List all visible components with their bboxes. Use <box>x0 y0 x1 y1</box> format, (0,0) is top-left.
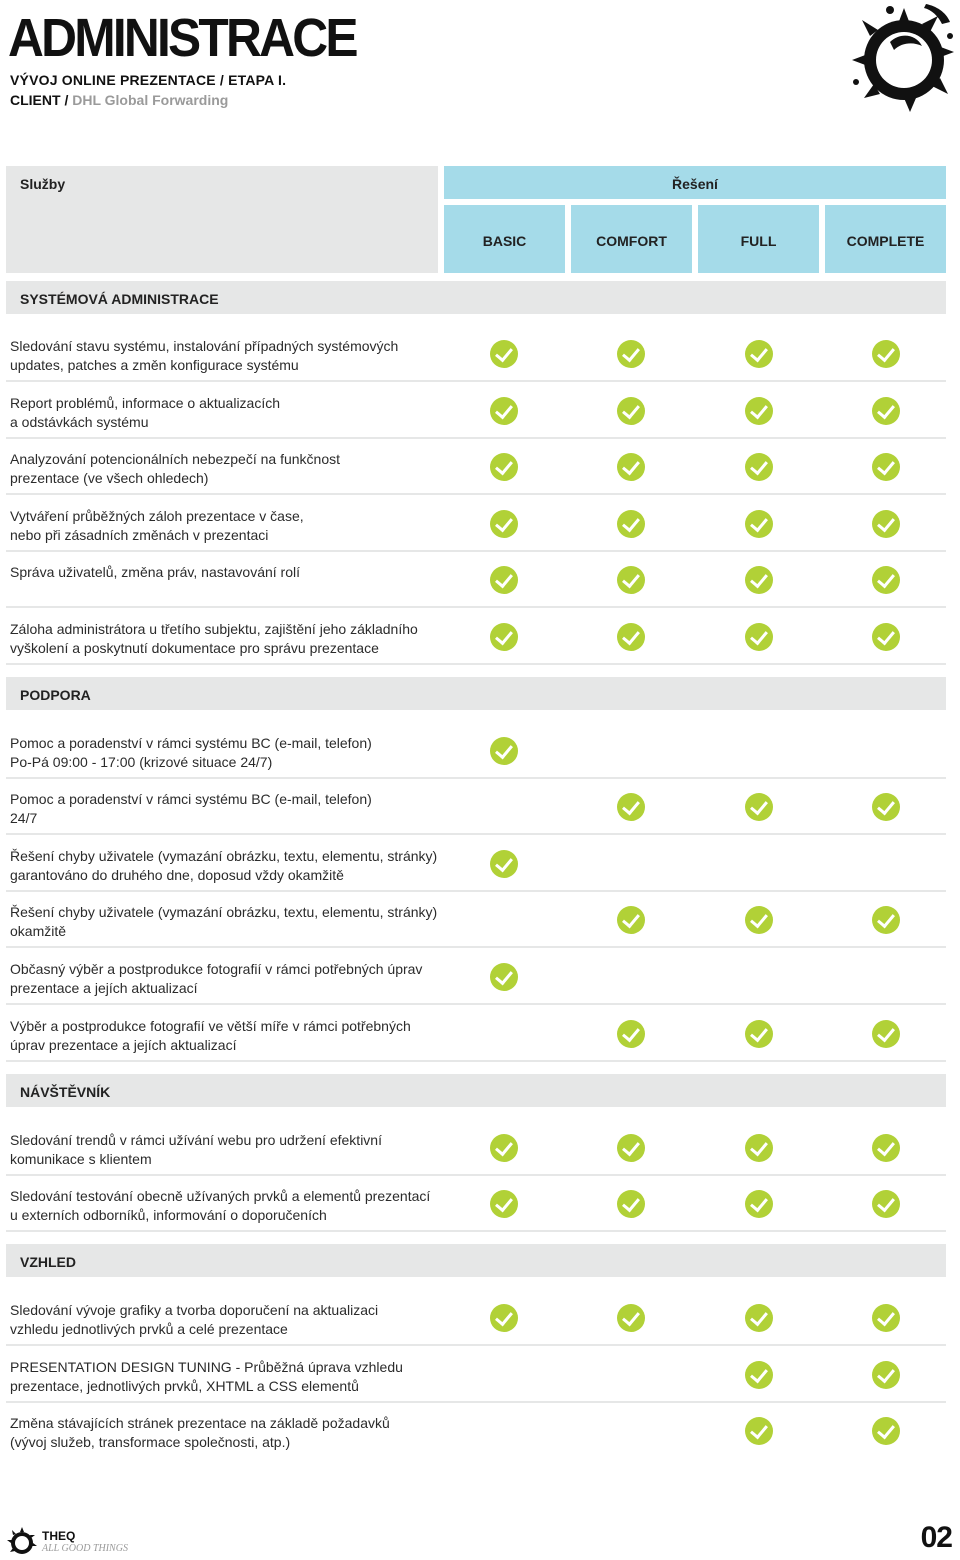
section-appearance <box>6 1244 946 1277</box>
services-header-label: Služby <box>20 176 66 192</box>
check-icon-complete <box>872 340 900 368</box>
check-icon-basic <box>490 566 518 594</box>
check-icon-full <box>745 793 773 821</box>
footer-logo-icon <box>6 1526 38 1558</box>
tier-complete-header: COMPLETE <box>825 205 946 273</box>
check-icon-full <box>745 397 773 425</box>
client-value: DHL Global Forwarding <box>72 92 229 108</box>
check-icon-complete <box>872 566 900 594</box>
check-icon-comfort <box>617 510 645 538</box>
table-row <box>6 439 946 495</box>
check-icon-complete <box>872 1361 900 1389</box>
check-icon-basic <box>490 1134 518 1162</box>
table-row <box>6 1176 946 1232</box>
check-icon-full <box>745 1134 773 1162</box>
row-description: Sledování trendů v rámci užívání webu pro udržení efektivní komunikace s klientem <box>10 1132 382 1167</box>
table-row <box>6 723 946 779</box>
check-icon-comfort <box>617 1134 645 1162</box>
check-icon-comfort <box>617 906 645 934</box>
row-description: Sledování testování obecně užívaných prvků a elementů prezentací u externích odborníků, informování o doporučeních <box>10 1188 431 1223</box>
row-description: Občasný výběr a postprodukce fotografií v rámci potřebných úprav prezentace a jejích aktualizací <box>10 961 423 996</box>
tier-full-header: FULL <box>698 205 819 273</box>
row-description: Pomoc a poradenství v rámci systému BC (e-mail, telefon) Po-Pá 09:00 - 17:00 (krizové situace 24/7) <box>10 735 372 770</box>
table-row <box>6 1006 946 1062</box>
table-row <box>6 326 946 382</box>
check-icon-full <box>745 906 773 934</box>
row-description: Sledování vývoje grafiky a tvorba doporučení na aktualizaci vzhledu jednotlivých prvků a celé prezentace <box>10 1302 379 1337</box>
check-icon-comfort <box>617 1304 645 1332</box>
check-icon-basic <box>490 1190 518 1218</box>
table-row <box>6 1347 946 1403</box>
tier-basic-header: BASIC <box>444 205 565 273</box>
project-subtitle: VÝVOJ ONLINE PREZENTACE / ETAPA I. <box>10 72 287 88</box>
client-line <box>10 92 228 108</box>
table-row <box>6 552 946 608</box>
tier-comfort-header: COMFORT <box>571 205 692 273</box>
row-description: Sledování stavu systému, instalování případných systémových updates, patches a změn konfigurace systému <box>10 338 399 373</box>
section-title: NÁVŠTĚVNÍK <box>20 1084 111 1100</box>
services-column-header <box>6 166 438 273</box>
check-icon-complete <box>872 510 900 538</box>
check-icon-comfort <box>617 566 645 594</box>
check-icon-full <box>745 623 773 651</box>
check-icon-full <box>745 453 773 481</box>
check-icon-basic <box>490 340 518 368</box>
check-icon-basic <box>490 623 518 651</box>
check-icon-complete <box>872 793 900 821</box>
check-icon-basic <box>490 1304 518 1332</box>
check-icon-comfort <box>617 340 645 368</box>
page-number: 02 <box>920 1521 952 1554</box>
check-icon-full <box>745 1190 773 1218</box>
table-row <box>6 836 946 892</box>
section-system-admin <box>6 281 946 314</box>
row-description: Změna stávajících stránek prezentace na základě požadavků (vývoj služeb, transformace společnosti, atp.) <box>10 1415 390 1450</box>
check-icon-comfort <box>617 1020 645 1048</box>
check-icon-complete <box>872 453 900 481</box>
row-description: Report problémů, informace o aktualizacích a odstávkách systému <box>10 395 281 430</box>
check-icon-complete <box>872 1134 900 1162</box>
check-icon-comfort <box>617 623 645 651</box>
row-description: Analyzování potencionálních nebezpečí na funkčnost prezentace (ve všech ohledech) <box>10 451 341 486</box>
row-description: Správa uživatelů, změna práv, nastavování rolí <box>10 564 301 580</box>
check-icon-comfort <box>617 793 645 821</box>
section-support <box>6 677 946 710</box>
check-icon-complete <box>872 623 900 651</box>
check-icon-full <box>745 1361 773 1389</box>
table-row <box>6 1403 946 1459</box>
check-icon-complete <box>872 906 900 934</box>
section-title: VZHLED <box>20 1254 76 1270</box>
check-icon-comfort <box>617 453 645 481</box>
check-icon-full <box>745 1304 773 1332</box>
check-icon-basic <box>490 850 518 878</box>
table-row <box>6 383 946 439</box>
page-title: ADMINISTRACE <box>8 8 356 68</box>
row-description: Řešení chyby uživatele (vymazání obrázku, textu, elementu, stránky) okamžitě <box>10 904 438 939</box>
section-visitor <box>6 1074 946 1107</box>
footer-brand: THEQ <box>42 1529 76 1543</box>
check-icon-full <box>745 340 773 368</box>
section-title: PODPORA <box>20 687 91 703</box>
row-description: Řešení chyby uživatele (vymazání obrázku, textu, elementu, stránky) garantováno do druhého dne, doposud vždy okamžitě <box>10 848 438 883</box>
row-description: Výběr a postprodukce fotografií ve větší míře v rámci potřebných úprav prezentace a jejích aktualizací <box>10 1018 411 1053</box>
footer-tagline: ALL GOOD THINGS <box>42 1543 128 1554</box>
check-icon-full <box>745 1020 773 1048</box>
row-description: PRESENTATION DESIGN TUNING - Průběžná úprava vzhledu prezentace, jednotlivých prvků, XHTML a CSS elementů <box>10 1359 403 1394</box>
check-icon-basic <box>490 963 518 991</box>
check-icon-comfort <box>617 1190 645 1218</box>
table-row <box>6 892 946 948</box>
check-icon-complete <box>872 1304 900 1332</box>
row-description: Záloha administrátora u třetího subjektu, zajištění jeho základního vyškolení a poskytnutí dokumentace pro správu prezentace <box>10 621 418 656</box>
row-description: Vytváření průběžných záloh prezentace v čase, nebo při zásadních změnách v prezentaci <box>10 508 304 543</box>
table-row <box>6 779 946 835</box>
solution-header: Řešení <box>444 166 946 199</box>
check-icon-full <box>745 510 773 538</box>
check-icon-complete <box>872 1417 900 1445</box>
section-title: SYSTÉMOVÁ ADMINISTRACE <box>20 291 219 307</box>
table-row <box>6 496 946 552</box>
sun-splash-logo-icon <box>850 2 958 114</box>
check-icon-basic <box>490 737 518 765</box>
check-icon-basic <box>490 453 518 481</box>
row-description: Pomoc a poradenství v rámci systému BC (e-mail, telefon) 24/7 <box>10 791 372 826</box>
table-row <box>6 1290 946 1346</box>
check-icon-complete <box>872 1020 900 1048</box>
table-row <box>6 949 946 1005</box>
client-label: CLIENT / <box>10 92 69 108</box>
table-row <box>6 609 946 665</box>
table-row <box>6 1120 946 1176</box>
check-icon-full <box>745 1417 773 1445</box>
check-icon-complete <box>872 397 900 425</box>
check-icon-complete <box>872 1190 900 1218</box>
check-icon-comfort <box>617 397 645 425</box>
check-icon-basic <box>490 510 518 538</box>
check-icon-full <box>745 566 773 594</box>
check-icon-basic <box>490 397 518 425</box>
